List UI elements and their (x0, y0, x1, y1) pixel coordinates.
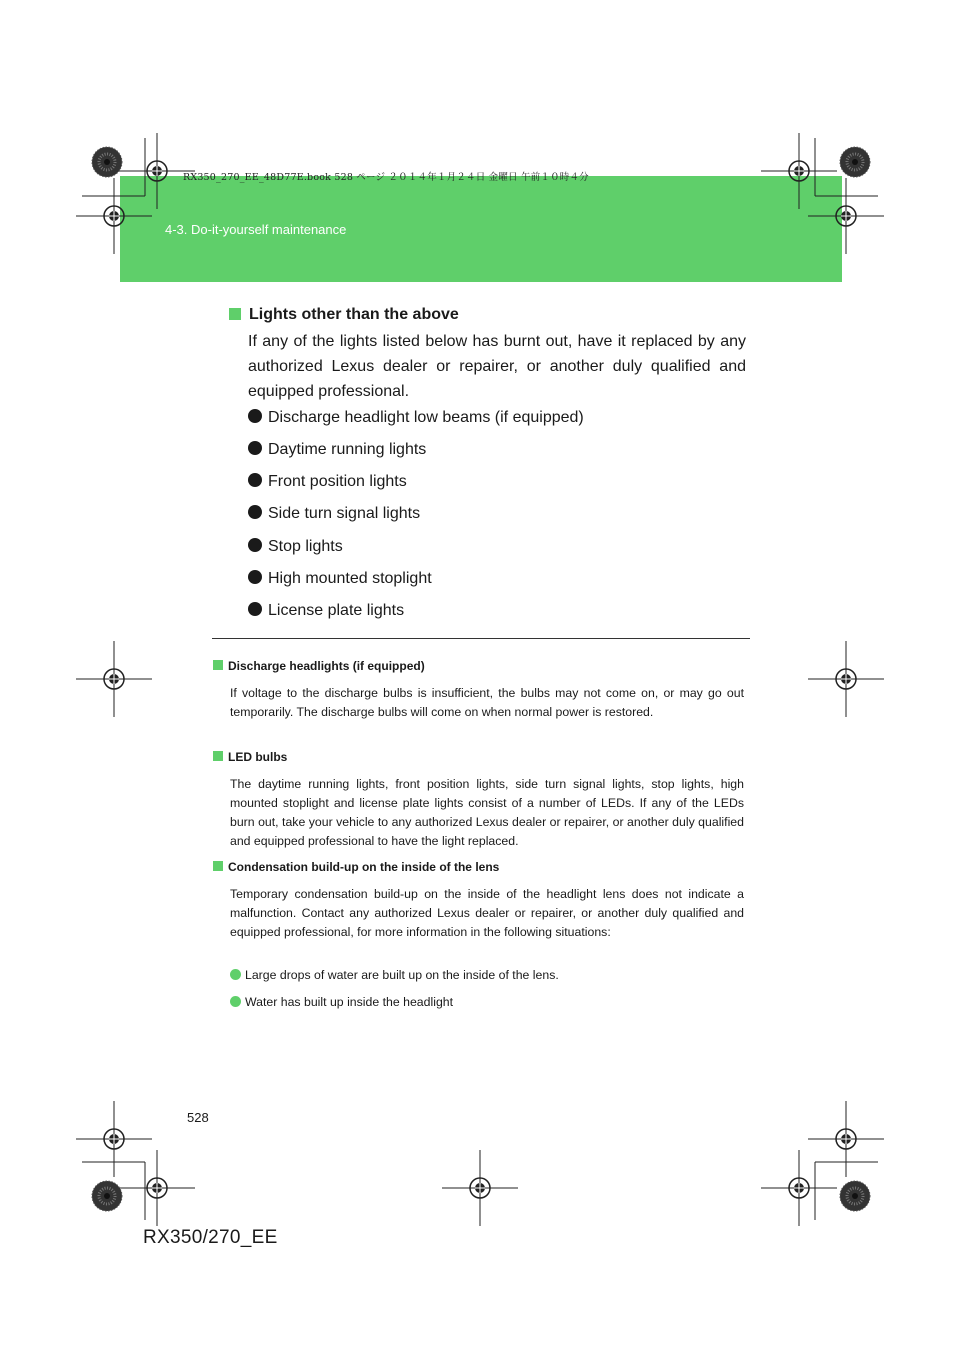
book-meta-line: RX350_270_EE_48D77E.book 528 ページ ２０１４年１月２４日 金曜日 午前１０時４分 (183, 172, 589, 183)
main-body-text: If any of the lights listed below has burnt out, have it replaced by any authorized Lexus dealer or repairer, or another duly qualified and equipped professional. (248, 333, 746, 400)
list-item-text: Daytime running lights (268, 441, 427, 458)
crosshair-mark-icon (808, 1101, 884, 1177)
registration-sun-icon (92, 1181, 122, 1211)
model-code: RX350/270_EE (143, 1227, 278, 1248)
note-list-item-text: Water has built up inside the headlight (245, 995, 454, 1009)
crosshair-mark-icon (808, 641, 884, 717)
note-body: If voltage to the discharge bulbs is insufficient, the bulbs may not come on, or may go out temporarily. The discharge bulbs will come on when normal power is restored. (230, 686, 744, 719)
note-heading-text: LED bulbs (228, 750, 288, 764)
main-heading-text: Lights other than the above (249, 306, 459, 323)
list-item-text: License plate lights (268, 602, 405, 619)
note-heading-text: Condensation build-up on the inside of the lens (228, 860, 500, 874)
page-number: 528 (187, 1110, 209, 1125)
list-item-text: High mounted stoplight (268, 570, 432, 587)
crosshair-mark-icon (119, 1150, 195, 1226)
registration-sun-icon (92, 147, 122, 177)
registration-sun-icon (840, 1181, 870, 1211)
crosshair-mark-icon (76, 641, 152, 717)
list-item-text: Stop lights (268, 538, 343, 555)
crosshair-mark-icon (761, 1150, 837, 1226)
crosshair-mark-icon (119, 133, 195, 209)
note-list-item-text: Large drops of water are built up on the inside of the lens. (245, 968, 559, 982)
note-body: The daytime running lights, front position lights, side turn signal lights, stop lights, high mounted stoplight and license plate lights consist of a number of LEDs. If any of the LEDs burn out, take your vehicle to any authorized Lexus dealer or repairer, or another duly qualified and equipped professional to have the light replaced. (230, 777, 744, 848)
list-item-text: Discharge headlight low beams (if equipped) (268, 409, 584, 426)
crosshair-mark-icon (76, 178, 152, 254)
note-body: Temporary condensation build-up on the inside of the headlight lens does not indicate a malfunction. Contact any authorized Lexus dealer or repairer, or another duly qualified and equipped professional, for more information in the following situations: (230, 887, 744, 939)
section-title: 4-3. Do-it-yourself maintenance (165, 222, 347, 237)
crosshair-mark-icon (442, 1150, 518, 1226)
crosshair-mark-icon (761, 133, 837, 209)
crosshair-mark-icon (808, 178, 884, 254)
list-item-text: Side turn signal lights (268, 505, 421, 522)
note-heading-text: Discharge headlights (if equipped) (228, 659, 425, 673)
registration-sun-icon (840, 147, 870, 177)
list-item-text: Front position lights (268, 473, 407, 490)
crosshair-mark-icon (76, 1101, 152, 1177)
